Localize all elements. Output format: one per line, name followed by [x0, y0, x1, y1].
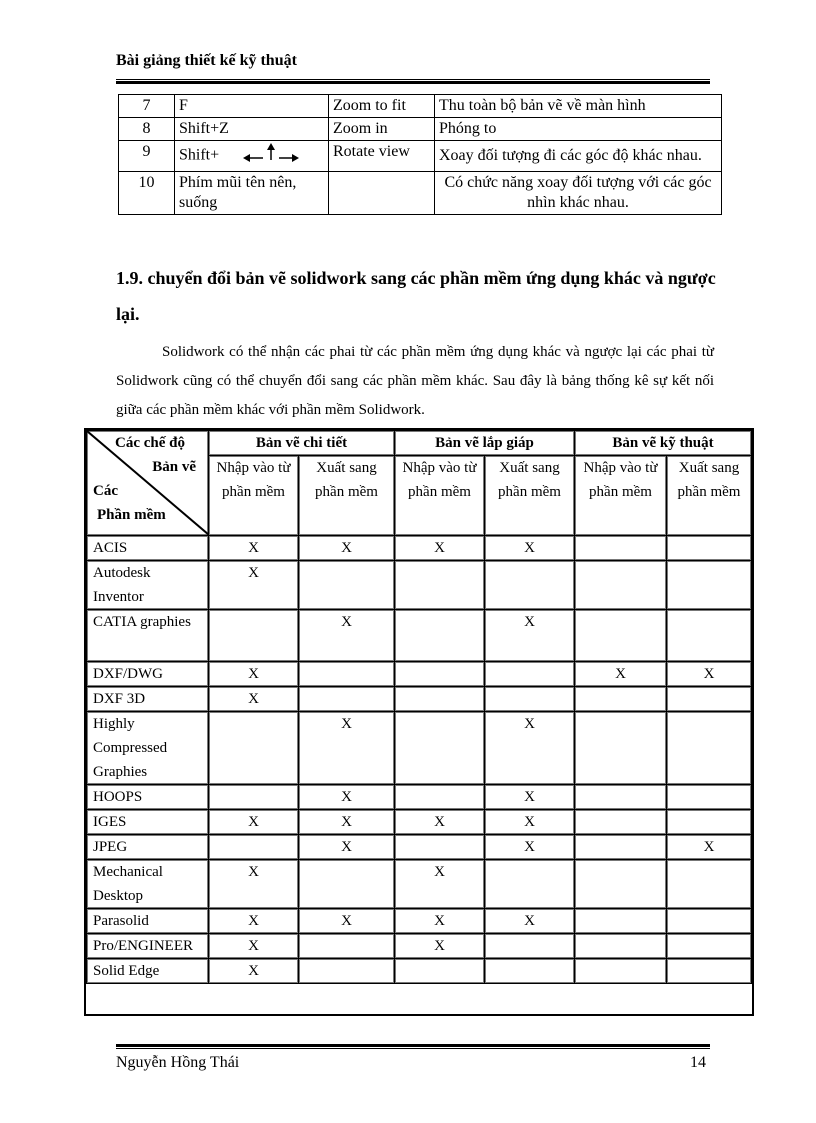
table-row	[87, 610, 752, 662]
mark-cell	[667, 561, 752, 610]
software-name: Parasolid	[87, 909, 209, 934]
table-row	[87, 959, 752, 984]
mark-cell	[575, 712, 667, 785]
table-row	[87, 662, 752, 687]
section-heading: 1.9. chuyển đổi bản vẽ solidwork sang các phần mềm ứng dụng khác và ngược lại.	[116, 268, 716, 324]
mark-cell: X	[667, 835, 752, 860]
key-text: Shift+	[179, 146, 220, 164]
table-row	[87, 934, 752, 959]
header-rule	[116, 79, 710, 84]
mark-cell: X	[395, 810, 485, 835]
sub-header: Nhập vào từ phần mềm	[395, 456, 485, 536]
mark-cell	[395, 561, 485, 610]
group-header: Bản vẽ kỹ thuật	[575, 431, 752, 456]
corner-top-label: Các chế độ	[115, 435, 185, 451]
mark-cell: X	[485, 810, 575, 835]
function-cell: Zoom in	[329, 118, 435, 141]
mark-cell: X	[299, 712, 395, 785]
mark-cell	[667, 712, 752, 785]
mark-cell: X	[485, 712, 575, 785]
mark-cell: X	[209, 810, 299, 835]
mark-cell: X	[209, 909, 299, 934]
table-row	[87, 909, 752, 934]
table-row	[87, 687, 752, 712]
software-name: DXF 3D	[87, 687, 209, 712]
mark-cell	[575, 610, 667, 662]
mark-cell: X	[667, 662, 752, 687]
mark-cell: X	[395, 536, 485, 561]
mark-cell: X	[485, 785, 575, 810]
description-cell: Phóng to	[435, 118, 722, 141]
footer-author: Nguyễn Hồng Thái	[116, 1054, 240, 1071]
page-number: 14	[690, 1054, 706, 1071]
row-number: 10	[119, 172, 175, 215]
mark-cell	[209, 785, 299, 810]
compat-table-frame	[84, 428, 754, 1016]
software-name: HOOPS	[87, 785, 209, 810]
mark-cell	[299, 561, 395, 610]
corner-left-label: Các	[93, 483, 118, 499]
mark-cell	[667, 610, 752, 662]
mark-cell	[395, 687, 485, 712]
mark-cell	[395, 712, 485, 785]
description-cell: Có chức năng xoay đối tượng với các góc nhìn khác nhau.	[435, 172, 722, 215]
key-cell: F	[175, 95, 329, 118]
mark-cell	[485, 561, 575, 610]
mark-cell: X	[299, 810, 395, 835]
function-cell: Rotate view	[329, 141, 435, 172]
mark-cell: X	[209, 662, 299, 687]
mark-cell: X	[299, 610, 395, 662]
mark-cell	[485, 934, 575, 959]
mark-cell	[485, 687, 575, 712]
key-cell: Shift+Z	[175, 118, 329, 141]
mark-cell	[395, 662, 485, 687]
sub-header: Xuất sang phần mềm	[299, 456, 395, 536]
mark-cell: X	[395, 909, 485, 934]
mark-cell	[299, 959, 395, 984]
mark-cell: X	[299, 536, 395, 561]
mark-cell	[667, 810, 752, 835]
mark-cell	[667, 785, 752, 810]
table-row	[87, 785, 752, 810]
table-row	[119, 118, 722, 141]
mark-cell	[209, 835, 299, 860]
mark-cell: X	[209, 959, 299, 984]
mark-cell: X	[209, 536, 299, 561]
mark-cell	[575, 561, 667, 610]
mark-cell	[575, 687, 667, 712]
mark-cell	[575, 536, 667, 561]
sub-header: Nhập vào từ phần mềm	[575, 456, 667, 536]
corner-cell	[87, 431, 209, 536]
table-row	[87, 712, 752, 785]
key-cell	[175, 141, 329, 172]
group-header-row	[87, 431, 752, 456]
table-row	[87, 561, 752, 610]
section-paragraph	[116, 338, 714, 425]
mark-cell: X	[395, 934, 485, 959]
mark-cell	[667, 536, 752, 561]
mark-cell	[395, 835, 485, 860]
software-name: ACIS	[87, 536, 209, 561]
row-number: 7	[119, 95, 175, 118]
mark-cell	[667, 860, 752, 909]
mark-cell	[575, 785, 667, 810]
mark-cell: X	[209, 860, 299, 909]
mark-cell	[575, 810, 667, 835]
mark-cell	[395, 610, 485, 662]
mark-cell: X	[299, 785, 395, 810]
table-row	[87, 860, 752, 909]
mark-cell	[209, 610, 299, 662]
description-cell: Thu toàn bộ bản vẽ về màn hình	[435, 95, 722, 118]
sub-header: Xuất sang phần mềm	[485, 456, 575, 536]
mark-cell	[485, 860, 575, 909]
description-cell: Xoay đối tượng đi các góc độ khác nhau.	[435, 141, 722, 172]
mark-cell	[299, 662, 395, 687]
mark-cell	[667, 934, 752, 959]
row-number: 8	[119, 118, 175, 141]
mark-cell: X	[209, 934, 299, 959]
mark-cell: X	[485, 536, 575, 561]
software-name: Autodesk Inventor	[87, 561, 209, 610]
mark-cell: X	[485, 835, 575, 860]
mark-cell: X	[485, 610, 575, 662]
mark-cell	[299, 934, 395, 959]
software-name: Pro/ENGINEER	[87, 934, 209, 959]
table-row	[119, 172, 722, 215]
corner-bottom-label: Phần mềm	[97, 507, 166, 523]
row-number: 9	[119, 141, 175, 172]
key-cell: Phím mũi tên nên, suống	[175, 172, 329, 215]
mark-cell: X	[209, 561, 299, 610]
software-name: JPEG	[87, 835, 209, 860]
software-name: CATIA graphies	[87, 610, 209, 662]
software-name: Highly Compressed Graphies	[87, 712, 209, 785]
mark-cell	[395, 785, 485, 810]
function-cell	[329, 172, 435, 215]
footer-rule	[116, 1044, 710, 1049]
software-name: Solid Edge	[87, 959, 209, 984]
mark-cell	[209, 712, 299, 785]
table-row	[119, 141, 722, 172]
mark-cell: X	[575, 662, 667, 687]
shortcut-table	[118, 94, 722, 215]
mark-cell	[299, 860, 395, 909]
mark-cell	[575, 835, 667, 860]
table-row	[119, 95, 722, 118]
mark-cell	[485, 959, 575, 984]
software-name: DXF/DWG	[87, 662, 209, 687]
mark-cell	[667, 687, 752, 712]
mark-cell	[395, 959, 485, 984]
mark-cell: X	[485, 909, 575, 934]
arrow-keys-icon	[241, 142, 301, 170]
software-name: Mechanical Desktop	[87, 860, 209, 909]
function-cell: Zoom to fit	[329, 95, 435, 118]
mark-cell: X	[209, 687, 299, 712]
sub-header: Nhập vào từ phần mềm	[209, 456, 299, 536]
mark-cell	[667, 909, 752, 934]
software-name: IGES	[87, 810, 209, 835]
paragraph-text: Solidwork có thể nhận các phai từ các phần mềm ứng dụng khác và ngược lại các phai từ Solidwork cũng có thể chuyển đổi sang các phần mềm khác. Sau đây là bảng thống kê sự kết nối giữa các phần mềm khác với phần mềm Solidwork.	[116, 344, 714, 418]
mark-cell	[575, 860, 667, 909]
corner-mid-label: Bản vẽ	[152, 459, 196, 475]
sub-header: Xuất sang phần mềm	[667, 456, 752, 536]
mark-cell: X	[299, 909, 395, 934]
mark-cell	[299, 687, 395, 712]
page-header-title: Bài giảng thiết kế kỹ thuật	[116, 52, 297, 69]
mark-cell	[575, 934, 667, 959]
mark-cell: X	[395, 860, 485, 909]
mark-cell	[575, 959, 667, 984]
table-row	[87, 536, 752, 561]
table-row	[87, 835, 752, 860]
group-header: Bản vẽ lắp giáp	[395, 431, 575, 456]
mark-cell: X	[299, 835, 395, 860]
compat-table	[86, 430, 752, 984]
group-header: Bản vẽ chi tiết	[209, 431, 395, 456]
mark-cell	[667, 959, 752, 984]
mark-cell	[485, 662, 575, 687]
table-row	[87, 810, 752, 835]
mark-cell	[575, 909, 667, 934]
